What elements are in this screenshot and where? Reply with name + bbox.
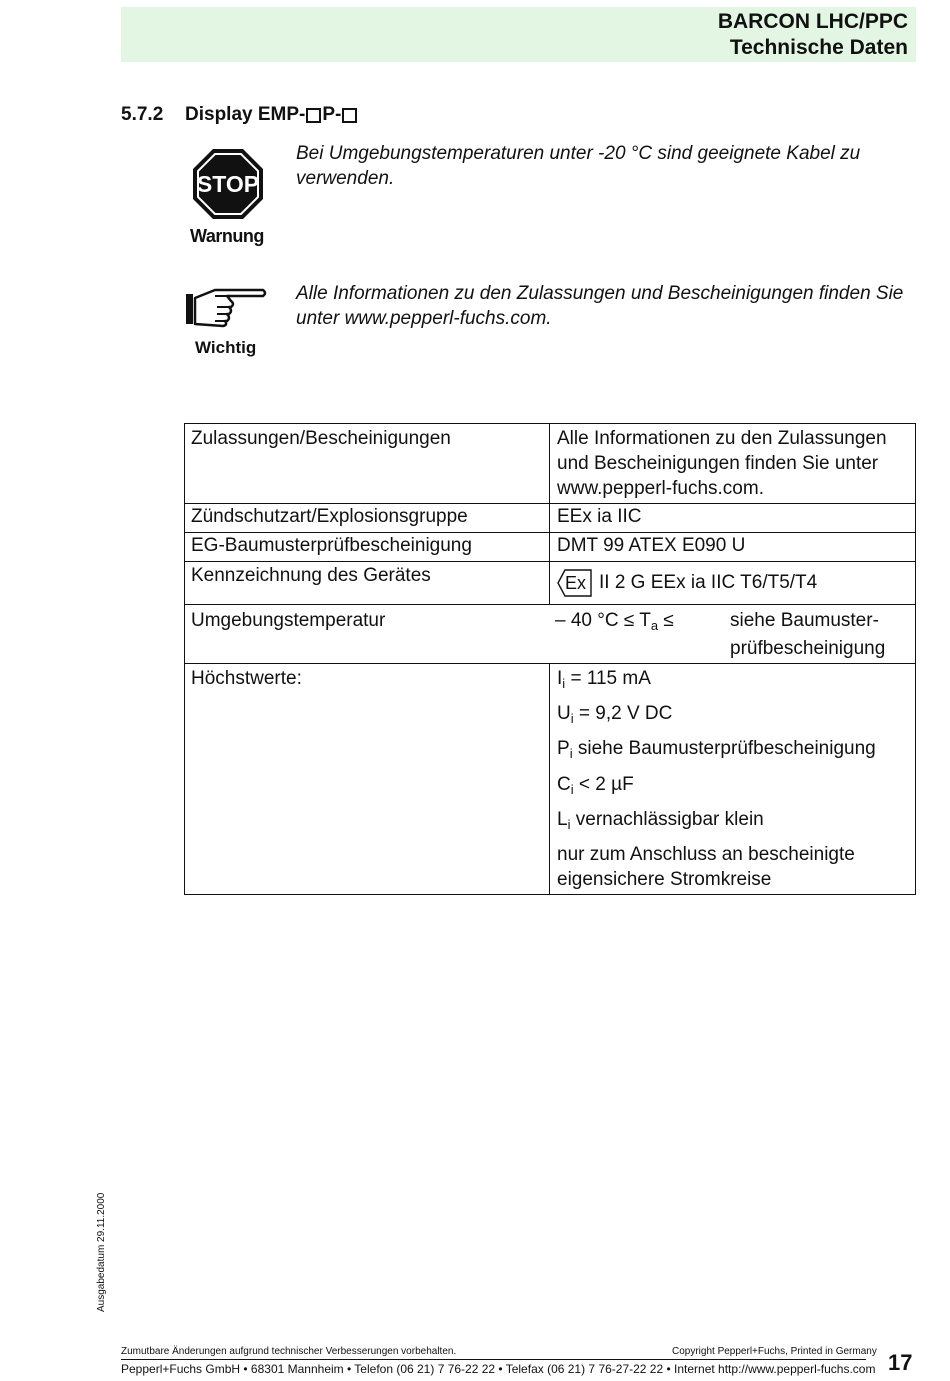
cell-protection-label: Zündschutzart/Explosionsgruppe — [191, 506, 468, 527]
footer-contact: Pepperl+Fuchs GmbH • 68301 Mannheim • Telefon (06 21) 7 76-22 22 • Telefax (06 21) 7 76-27-22 22 • Internet http://www.pepperl-fuchs.com — [121, 1362, 876, 1376]
ex-marking-text: Ex — [565, 573, 587, 593]
cell-max-values-label: Höchstwerte: — [191, 668, 302, 689]
header-subtitle: Technische Daten — [729, 36, 908, 59]
spec-table — [184, 423, 916, 895]
max-values-note-line2: eigensichere Stromkreise — [557, 869, 772, 890]
cell-certificate-label: EG-Baumusterprüfbescheinigung — [191, 535, 472, 556]
row-divider — [184, 561, 916, 562]
temp-range-end: ≤ — [658, 610, 674, 631]
cell-approvals-label: Zulassungen/Bescheinigungen — [191, 428, 451, 449]
max-value-voltage: $U_i = 9,2$ V DC — [557, 703, 673, 726]
column-divider — [549, 663, 550, 895]
note-label: Wichtig — [195, 338, 257, 357]
footer-rule — [121, 1359, 866, 1360]
cell-ambient-temp-label: Umgebungstemperatur — [191, 610, 386, 631]
stop-sign-icon — [192, 148, 264, 220]
row-divider — [184, 663, 916, 664]
ex-marking-icon — [557, 569, 593, 597]
temp-range-sub: a — [650, 618, 659, 633]
cell-ambient-temp-range — [555, 608, 674, 633]
pointing-hand-icon — [185, 284, 267, 330]
footer-disclaimer: Zumutbare Änderungen aufgrund technischer Verbesserungen vorbehalten. — [121, 1346, 457, 1357]
cell-marking-label: Kennzeichnung des Gerätes — [191, 565, 431, 586]
temp-range-start: – 40 °C ≤ T — [555, 610, 651, 631]
section-title-part2: P- — [322, 104, 342, 125]
footer-copyright: Copyright Pepperl+Fuchs, Printed in Germany — [672, 1346, 877, 1357]
max-values-note-line1: nur zum Anschluss an bescheinigte — [557, 844, 855, 865]
row-divider — [184, 604, 916, 605]
max-value-inductance: $L_i$ vernachlässigbar klein — [557, 809, 764, 832]
section-number: 5.7.2 — [121, 104, 164, 125]
section-title-part1: Display EMP- — [185, 104, 306, 125]
header-title: BARCON LHC/PPC — [717, 10, 908, 33]
note-text: Alle Informationen zu den Zulassungen und Bescheinigungen finden Sie unter www.pepperl-fuchs.com. — [296, 283, 904, 329]
placeholder-box-icon — [342, 108, 357, 123]
issue-date: Ausgabedatum 29.11.2000 — [96, 1192, 107, 1312]
placeholder-box-icon — [306, 108, 321, 123]
column-divider — [549, 423, 550, 605]
warning-label: Warnung — [190, 226, 264, 246]
page-header — [121, 7, 916, 62]
max-value-power: $P_i$ siehe Baumusterprüfbescheinigung — [557, 738, 876, 761]
max-value-current: $I_i = 115$ mA — [557, 668, 651, 691]
cell-protection-value: EEx ia IIC — [557, 506, 642, 527]
max-value-capacitance: $C_i < 2$ µF — [557, 774, 634, 797]
cell-marking-value — [557, 569, 817, 597]
cell-ambient-temp-value2: prüfbescheinigung — [730, 638, 886, 659]
cell-certificate-value: DMT 99 ATEX E090 U — [557, 535, 746, 556]
warning-text: Bei Umgebungstemperaturen unter -20 °C sind geeignete Kabel zu verwenden. — [296, 143, 861, 189]
section-title — [185, 104, 358, 126]
page-number: 17 — [888, 1350, 913, 1375]
cell-approvals-value: Alle Informationen zu den Zulassungen und Bescheinigungen finden Sie unter www.pepperl-fuchs.com. — [557, 428, 887, 499]
cell-ambient-temp-value1: siehe Baumuster- — [730, 610, 879, 631]
stop-sign-text: STOP — [196, 171, 260, 197]
marking-text: II 2 G EEx ia IIC T6/T5/T4 — [599, 572, 818, 594]
